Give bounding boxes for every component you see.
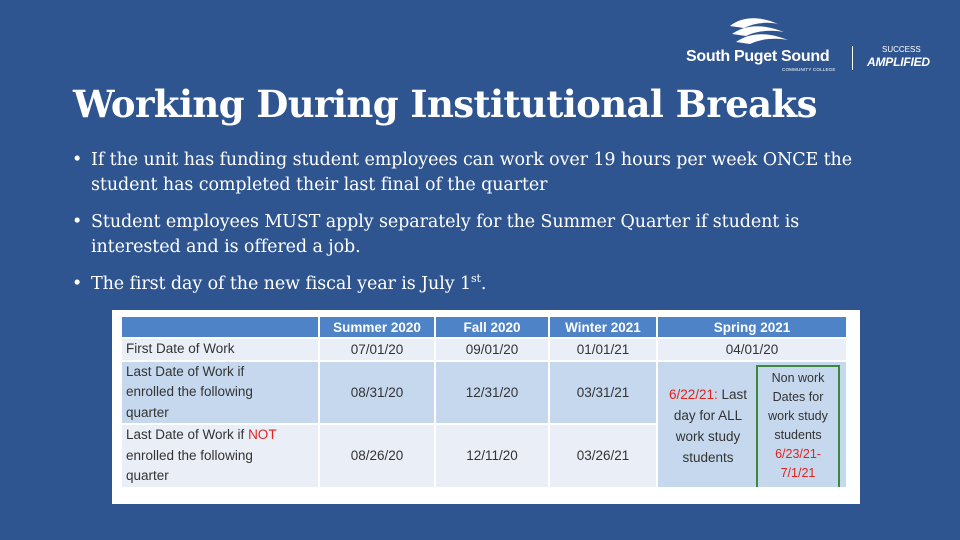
label-emphasis: NOT <box>248 427 277 442</box>
logo-name: South Puget Sound <box>686 48 830 65</box>
bullet-text: Student employees MUST apply separately for the Summer Quarter if student is interested and is offered a job. <box>91 212 800 257</box>
table-cell: 04/01/20 <box>657 338 847 361</box>
spring-last-date: 6/22/21: <box>668 386 718 402</box>
row-label-line: Last Date of Work if <box>126 363 245 379</box>
label-text: Last Date of Work if <box>126 427 249 442</box>
table-cell: 09/01/20 <box>435 338 549 361</box>
table-cell: 12/31/20 <box>435 361 549 425</box>
bullet-icon: • <box>72 150 83 170</box>
logo-tagline-bottom: AMPLIFIED <box>867 55 930 69</box>
bullet-list <box>72 148 892 309</box>
table-cell: 03/31/21 <box>549 361 657 425</box>
bullet-period: . <box>480 274 487 294</box>
college-logo <box>686 14 936 70</box>
row-label-line: quarter <box>126 404 169 420</box>
schedule-table <box>120 315 848 489</box>
box-text: work study <box>768 408 828 423</box>
header-cell: Summer 2020 <box>319 316 435 338</box>
table-cell: 08/31/20 <box>319 361 435 425</box>
box-text: Dates for <box>772 389 824 404</box>
note-text: Last <box>717 386 748 402</box>
table-header-row <box>121 316 847 338</box>
schedule-table-image <box>112 310 860 504</box>
header-blank-cell <box>121 316 319 338</box>
table-cell: 12/11/20 <box>435 424 549 488</box>
row-label-line: enrolled the following <box>126 384 253 399</box>
row-label: First Date of Work <box>121 338 319 361</box>
note-text: work study <box>675 428 741 444</box>
table-cell: 01/01/21 <box>549 338 657 361</box>
bullet-superscript: st <box>471 272 481 286</box>
header-cell: Fall 2020 <box>435 316 549 338</box>
bullet-text: The first day of the new fiscal year is July 1 <box>91 274 471 294</box>
box-date: 7/1/21 <box>780 465 816 480</box>
logo-subtitle: COMMUNITY COLLEGE <box>782 67 836 72</box>
box-date: 6/23/21- <box>775 446 821 461</box>
bullet-icon: • <box>72 274 83 294</box>
row-label <box>121 361 319 425</box>
bullet-text: If the unit has funding student employees can work over 19 hours per week ONCE the student has completed their last final of the quarter <box>91 150 852 195</box>
box-text: students <box>774 427 822 442</box>
note-text: day for ALL <box>673 407 743 423</box>
row-label-line <box>126 425 314 446</box>
logo-tagline-top: SUCCESS <box>882 45 921 54</box>
box-text: Non work <box>771 370 825 385</box>
note-text: students <box>682 449 734 465</box>
logo-divider <box>852 46 853 70</box>
header-cell: Winter 2021 <box>549 316 657 338</box>
table-cell: 07/01/20 <box>319 338 435 361</box>
spring-note-cell <box>657 361 847 488</box>
wave-logo-icon <box>726 14 792 46</box>
row-label-line: quarter <box>126 468 169 483</box>
non-work-dates-box <box>756 365 840 488</box>
header-cell: Spring 2021 <box>657 316 847 338</box>
table-cell: 03/26/21 <box>549 424 657 488</box>
table-row <box>121 338 847 361</box>
bullet-icon: • <box>72 212 83 232</box>
spring-last-day-note <box>662 384 754 468</box>
bullet-item <box>72 272 892 297</box>
table-cell: 08/26/20 <box>319 424 435 488</box>
table-row <box>121 361 847 425</box>
row-label <box>121 424 319 488</box>
row-label-line: enrolled the following <box>126 447 253 463</box>
bullet-item <box>72 210 892 260</box>
slide-title: Working During Institutional Breaks <box>73 82 817 126</box>
selection-handle <box>837 487 841 488</box>
bullet-item <box>72 148 892 198</box>
